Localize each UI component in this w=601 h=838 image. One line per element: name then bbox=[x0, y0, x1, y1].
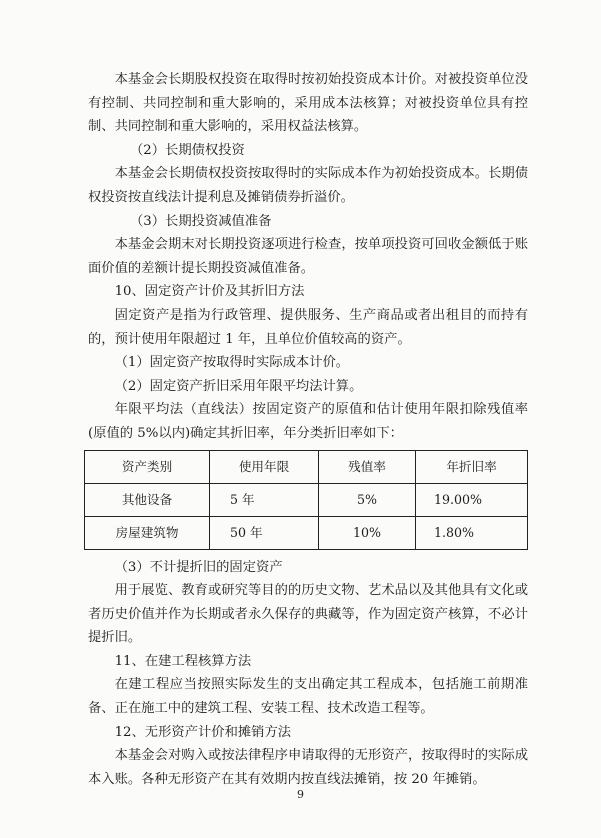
paragraph-straight-line: 年限平均法（直线法）按固定资产的原值和估计使用年限扣除残值率(原值的 5%以内)确定其折旧率，年分类折旧率如下： bbox=[88, 402, 528, 441]
heading-long-term-debt: （2）长期债权投资 bbox=[130, 142, 245, 158]
item-depreciation-method: （2）固定资产折旧采用年限平均法计算。 bbox=[114, 378, 363, 394]
paragraph-construction: 在建工程应当按照实际发生的支出确定其工程成本，包括施工前期准备、正在施工中的建筑工程、安装工程、技术改造工程等。 bbox=[88, 677, 528, 717]
table-cell: 其他设备 bbox=[85, 483, 210, 516]
paragraph-debt-investment: 本基金会长期债权投资按取得时的实际成本作为初始投资成本。长期债权投资按直线法计提利息及摊销债券折溢价。 bbox=[88, 166, 528, 205]
table-header: 残值率 bbox=[319, 450, 416, 483]
paragraph-fixed-assets: 固定资产是指为行政管理、提供服务、生产商品或者出租目的而持有的，预计使用年限超过 1 年，且单位价值较高的资产。 bbox=[88, 307, 528, 347]
table-cell: 房屋建筑物 bbox=[85, 516, 210, 549]
paragraph-cultural-relics: 用于展览、教育或研究等目的的历史文物、艺术品以及其他具有文化或者历史价值并作为长期或者永久保存的典藏等，作为固定资产核算，不必计提折旧。 bbox=[88, 583, 528, 646]
table-cell: 1.80% bbox=[416, 516, 528, 549]
table-header: 年折旧率 bbox=[416, 450, 528, 483]
section-heading-10: 10、固定资产计价及其折旧方法 bbox=[114, 284, 305, 300]
table-header: 使用年限 bbox=[210, 450, 319, 483]
section-heading-11: 11、在建工程核算方法 bbox=[114, 653, 252, 669]
table-header: 资产类别 bbox=[85, 450, 210, 483]
paragraph-impairment: 本基金会期末对长期投资逐项进行检查，按单项投资可回收金额低于账面价值的差额计提长期投资减值准备。 bbox=[88, 237, 528, 276]
paragraph-equity-investment: 本基金会长期股权投资在取得时按初始投资成本计价。对被投资单位没有控制、共同控制和重大影响的，采用成本法核算；对被投资单位具有控制、共同控制和重大影响的，采用权益法核算。 bbox=[88, 72, 528, 135]
table-row bbox=[85, 483, 528, 516]
item-non-depreciable: （3）不计提折旧的固定资产 bbox=[114, 559, 283, 575]
heading-impairment: （3）长期投资减值准备 bbox=[130, 213, 272, 229]
table-cell: 10% bbox=[319, 516, 416, 549]
page-number: 9 bbox=[297, 788, 304, 801]
paragraph-intangible-assets: 本基金会对购入或按法律程序申请取得的无形资产，按取得时的实际成本入账。各种无形资产在其有效期内按直线法摊销，按 20 年摊销。 bbox=[88, 748, 528, 787]
item-fixed-asset-cost: （1）固定资产按取得时实际成本计价。 bbox=[114, 355, 350, 371]
table-row bbox=[85, 516, 528, 549]
table-cell: 50 年 bbox=[210, 516, 319, 549]
table-cell: 5 年 bbox=[210, 483, 319, 516]
table-header-row bbox=[85, 450, 528, 483]
page-content bbox=[88, 68, 528, 791]
section-heading-12: 12、无形资产计价和摊销方法 bbox=[114, 724, 292, 740]
table-cell: 5% bbox=[319, 483, 416, 516]
depreciation-table bbox=[84, 450, 528, 550]
table-cell: 19.00% bbox=[416, 483, 528, 516]
